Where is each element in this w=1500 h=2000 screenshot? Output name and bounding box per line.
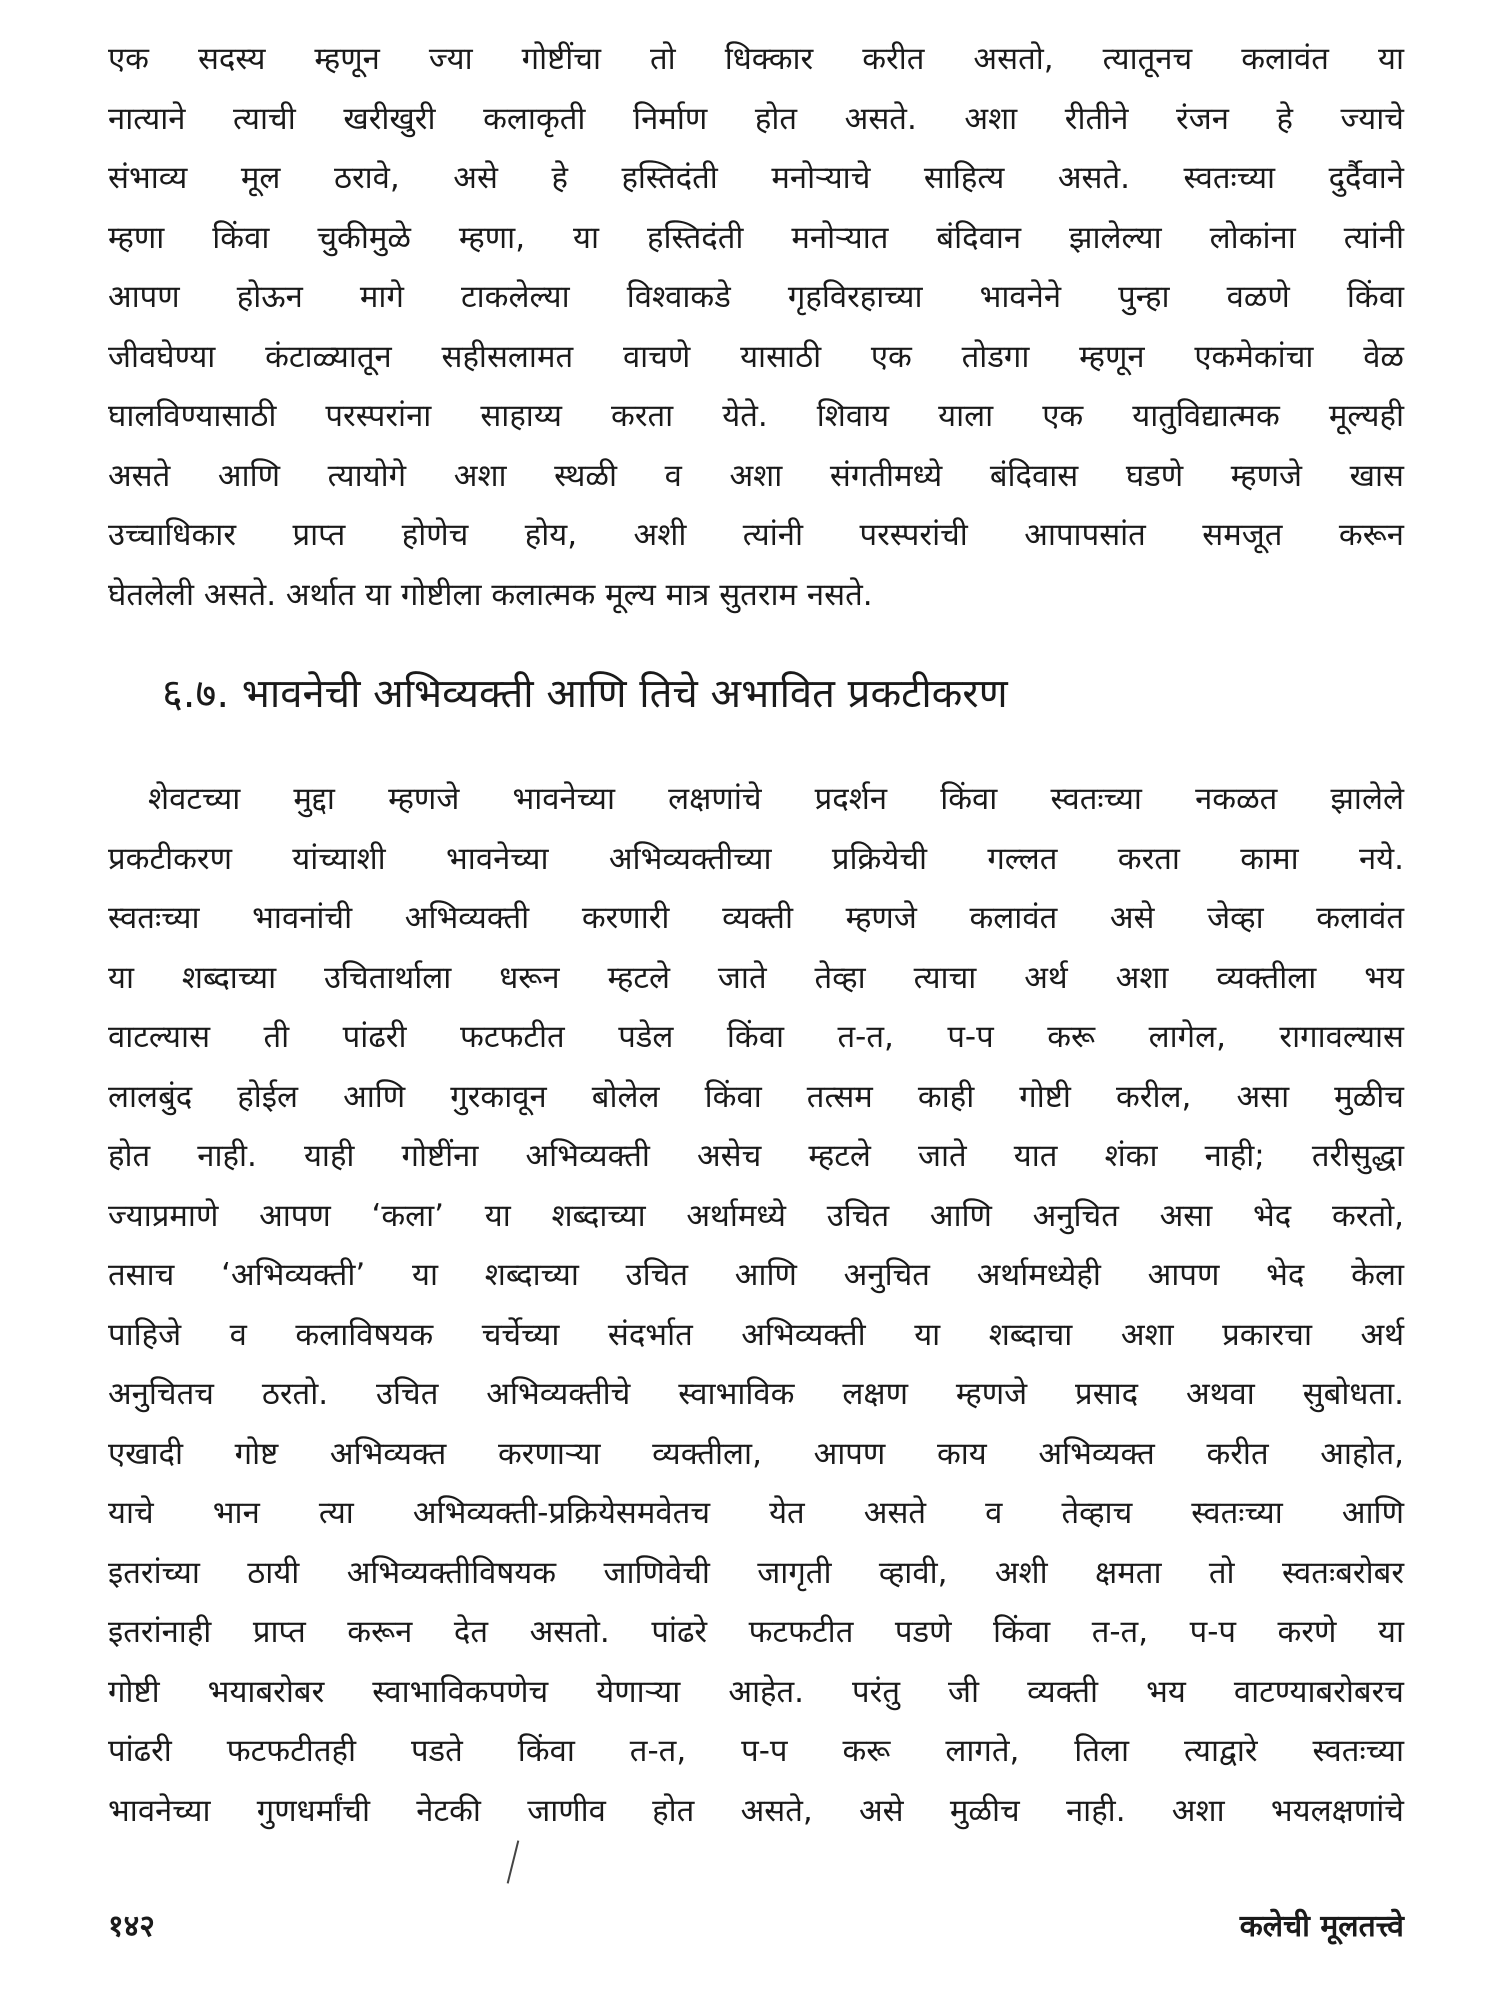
pen-mark (507, 1840, 520, 1883)
text-line: याचे भान त्या अभिव्यक्ती-प्रक्रियेसमवेतच येत असते व तेव्हाच स्वतःच्या आणि (108, 1495, 1404, 1531)
section-heading: ६.७. भावनेची अभिव्यक्ती आणि तिचे अभावित प्रकटीकरण (162, 671, 1008, 717)
text-line: पाहिजे व कलाविषयक चर्चेच्या संदर्भात अभिव्यक्ती या शब्दाचा अशा प्रकारचा अर्थ (108, 1316, 1404, 1353)
text-line: पांढरी फटफटीतही पडते किंवा त-त, प-प करू लागते, तिला त्याद्वारे स्वतःच्या (108, 1733, 1404, 1769)
text-line: एक सदस्य म्हणून ज्या गोष्टींचा तो धिक्कार करीत असतो, त्यातूनच कलावंत या (108, 41, 1404, 77)
text-line: असते आणि त्यायोगे अशा स्थळी व अशा संगतीमध्ये बंदिवास घडणे म्हणजे खास (108, 457, 1404, 494)
paragraph-ivory-tower (108, 30, 1404, 625)
text-line: नात्याने त्याची खरीखुरी कलाकृती निर्माण होत असते. अशा रीतीने रंजन हे ज्याचे (108, 100, 1404, 137)
text-line: भावनेच्या गुणधर्मांची नेटकी जाणीव होत असते, असे मुळीच नाही. अशा भयलक्षणांचे (108, 1792, 1404, 1829)
text-line: घेतलेली असते. अर्थात या गोष्टीला कलात्मक मूल्य मात्र सुतराम नसते. (108, 576, 873, 613)
running-title: कलेची मूलतत्त्वे (1239, 1909, 1404, 1944)
text-line: होत नाही. याही गोष्टींना अभिव्यक्ती असेच म्हटले जाते यात शंका नाही; तरीसुद्धा (108, 1138, 1404, 1174)
text-line: इतरांच्या ठायी अभिव्यक्तीविषयक जाणिवेची जागृती व्हावी, अशी क्षमता तो स्वतःबरोबर (108, 1554, 1404, 1591)
text-line: घालविण्यासाठी परस्परांना साहाय्य करता येते. शिवाय याला एक यातुविद्यात्मक मूल्यही (108, 398, 1404, 434)
text-line: जीवघेण्या कंटाळ्यातून सहीसलामत वाचणे यासाठी एक तोडगा म्हणून एकमेकांचा वेळ (108, 338, 1404, 375)
text-line: ज्याप्रमाणे आपण ‘कला’ या शब्दाच्या अर्थामध्ये उचित आणि अनुचित असा भेद करतो, (108, 1197, 1404, 1234)
page-number: १४२ (108, 1909, 155, 1944)
text-line: इतरांनाही प्राप्त करून देत असतो. पांढरे फटफटीत पडणे किंवा त-त, प-प करणे या (108, 1614, 1404, 1650)
text-line: स्वतःच्या भावनांची अभिव्यक्ती करणारी व्यक्ती म्हणजे कलावंत असे जेव्हा कलावंत (108, 900, 1404, 936)
text-line: वाटल्यास ती पांढरी फटफटीत पडेल किंवा त-त, प-प करू लागेल, रागावल्यास (108, 1019, 1404, 1055)
text-line: लालबुंद होईल आणि गुरकावून बोलेल किंवा तत्सम काही गोष्टी करील, असा मुळीच (108, 1078, 1404, 1115)
text-line: उच्चाधिकार प्राप्त होणेच होय, अशी त्यांनी परस्परांची आपापसांत समजूत करून (108, 517, 1404, 553)
text-line: या शब्दाच्या उचितार्थाला धरून म्हटले जाते तेव्हा त्याचा अर्थ अशा व्यक्तीला भय (108, 959, 1404, 996)
text-line: म्हणा किंवा चुकीमुळे म्हणा, या हस्तिदंती मनोऱ्यात बंदिवान झालेल्या लोकांना त्यांनी (108, 219, 1404, 256)
text-line: तसाच ‘अभिव्यक्ती’ या शब्दाच्या उचित आणि अनुचित अर्थामध्येही आपण भेद केला (108, 1257, 1404, 1293)
paragraph-expression (108, 770, 1404, 1841)
text-line: आपण होऊन मागे टाकलेल्या विश्वाकडे गृहविरहाच्या भावनेने पुन्हा वळणे किंवा (108, 279, 1404, 315)
text-line: एखादी गोष्ट अभिव्यक्त करणाऱ्या व्यक्तीला, आपण काय अभिव्यक्त करीत आहोत, (108, 1435, 1404, 1472)
text-line: शेवटच्या मुद्दा म्हणजे भावनेच्या लक्षणांचे प्रदर्शन किंवा स्वतःच्या नकळत झालेले (148, 781, 1404, 817)
text-line: प्रकटीकरण यांच्याशी भावनेच्या अभिव्यक्तीच्या प्रक्रियेची गल्लत करता कामा नये. (108, 840, 1404, 877)
text-line: अनुचितच ठरतो. उचित अभिव्यक्तीचे स्वाभाविक लक्षण म्हणजे प्रसाद अथवा सुबोधता. (108, 1376, 1404, 1412)
text-line: संभाव्य मूल ठरावे, असे हे हस्तिदंती मनोऱ्याचे साहित्य असते. स्वतःच्या दुर्दैवाने (108, 160, 1404, 196)
text-line: गोष्टी भयाबरोबर स्वाभाविकपणेच येणाऱ्या आहेत. परंतु जी व्यक्ती भय वाटण्याबरोबरच (108, 1673, 1404, 1710)
